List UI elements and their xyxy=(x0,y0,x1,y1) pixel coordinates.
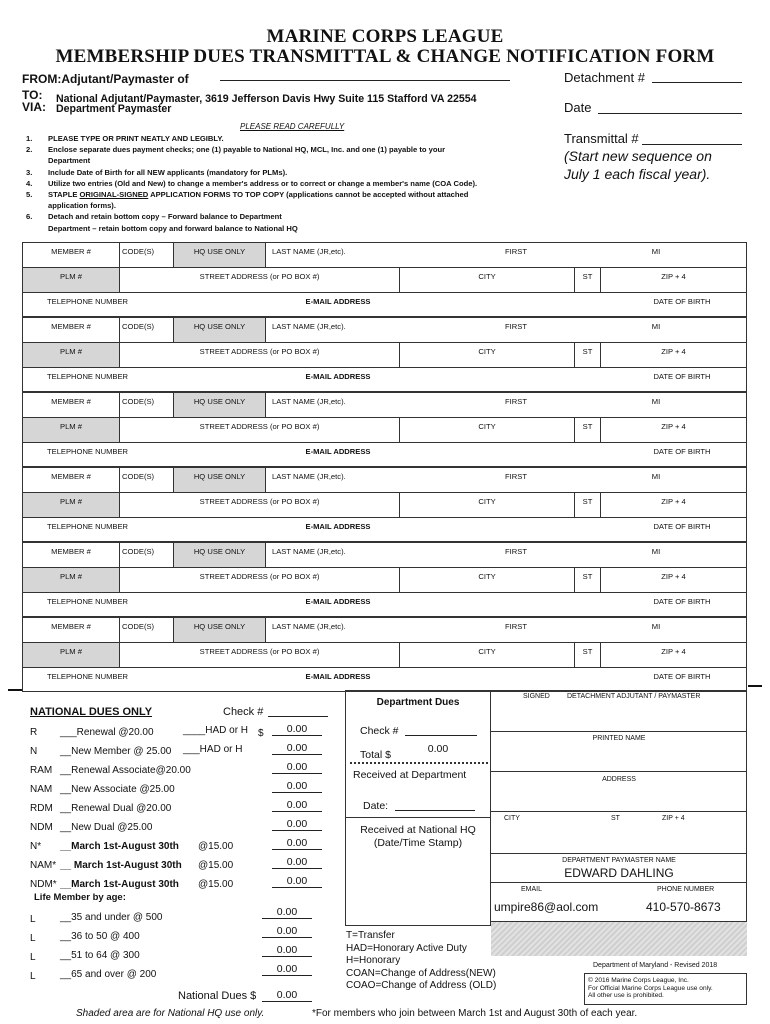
street-address-cell[interactable]: STREET ADDRESS (or PO BOX #) xyxy=(120,493,400,517)
life-code: L xyxy=(30,971,36,982)
dues-item-text: __Renewal Associate@20.00 xyxy=(60,765,191,776)
national-total-label: National Dues $ xyxy=(178,990,257,1002)
state-cell[interactable]: ST xyxy=(575,343,601,367)
zip-label: ZIP + 4 xyxy=(662,815,685,822)
sequence-note-2: July 1 each fiscal year). xyxy=(564,166,711,182)
telephone-cell[interactable]: TELEPHONE NUMBER xyxy=(47,447,129,456)
life-code: L xyxy=(30,933,36,944)
dues-code: R xyxy=(30,727,38,738)
member-row xyxy=(23,243,746,268)
dues-code: N* xyxy=(30,841,42,852)
dues-amount[interactable]: 0.00 xyxy=(272,818,322,831)
life-amount[interactable]: 0.00 xyxy=(262,963,312,976)
life-item-text: __35 and under @ 500 xyxy=(60,912,163,923)
member-number-cell[interactable]: MEMBER # xyxy=(23,618,120,642)
dept-paymaster-label: DEPARTMENT PAYMASTER NAME xyxy=(562,857,676,864)
plm-number-cell: PLM # xyxy=(23,493,120,517)
member-row xyxy=(23,318,746,343)
dues-code: NDM xyxy=(30,822,53,833)
dues-amount[interactable]: 0.00 xyxy=(272,723,322,736)
city-divider[interactable] xyxy=(491,853,747,854)
national-dues-title: NATIONAL DUES ONLY xyxy=(30,706,153,718)
first-name-cell[interactable]: FIRST xyxy=(505,547,527,556)
date-field[interactable] xyxy=(598,113,742,114)
address-row xyxy=(23,343,746,368)
state-cell[interactable]: ST xyxy=(575,268,601,292)
detach-mark-left xyxy=(8,689,22,691)
phone-label: PHONE NUMBER xyxy=(657,886,715,893)
hq-use-shaded-area xyxy=(491,921,747,956)
dues-code: NAM xyxy=(30,784,53,795)
codes-cell[interactable]: CODE(S) xyxy=(120,618,174,642)
first-name-cell[interactable]: FIRST xyxy=(505,397,527,406)
mi-cell[interactable]: MI xyxy=(651,247,661,256)
street-address-cell[interactable]: STREET ADDRESS (or PO BOX #) xyxy=(120,643,400,667)
from-field[interactable] xyxy=(220,80,510,81)
dept-check-label: Check # xyxy=(360,725,399,737)
city-cell[interactable]: CITY xyxy=(400,268,575,292)
street-address-cell[interactable]: STREET ADDRESS (or PO BOX #) xyxy=(120,268,400,292)
dues-item-text: __New Member @ 25.00 xyxy=(60,746,172,757)
detachment-adjutant-label: DETACHMENT ADJUTANT / PAYMASTER xyxy=(567,693,701,700)
state-cell[interactable]: ST xyxy=(575,493,601,517)
last-name-cell[interactable]: LAST NAME (JR,etc). xyxy=(272,472,346,481)
dues-code: NAM* xyxy=(30,860,57,871)
from-label: FROM:Adjutant/Paymaster of xyxy=(22,72,189,86)
instruction-2: 2. Enclose separate dues payment checks; one (1) payable to National HQ, MCL, Inc. and one (1) payable to your Department xyxy=(26,145,446,166)
plm-number-cell: PLM # xyxy=(23,268,120,292)
member-entry xyxy=(22,317,747,392)
zip-cell[interactable]: ZIP + 4 xyxy=(661,497,686,506)
dues-amount[interactable]: 0.00 xyxy=(272,856,322,869)
email-cell[interactable]: E-MAIL ADDRESS xyxy=(305,597,371,606)
signature-divider[interactable] xyxy=(491,731,747,732)
life-amount[interactable]: 0.00 xyxy=(262,944,312,957)
dob-cell[interactable]: DATE OF BIRTH xyxy=(653,372,711,381)
via-label: VIA: xyxy=(22,100,46,114)
please-read-carefully: PLEASE READ CAREFULLY xyxy=(240,122,345,131)
dues-item-text: __Renewal Dual @20.00 xyxy=(60,803,172,814)
paymaster-divider xyxy=(491,882,747,883)
last-name-cell[interactable]: LAST NAME (JR,etc). xyxy=(272,247,346,256)
member-row xyxy=(23,618,746,643)
national-check-field[interactable] xyxy=(268,716,328,717)
address-row xyxy=(23,568,746,593)
address-row xyxy=(23,643,746,668)
zip-cell[interactable]: ZIP + 4 xyxy=(661,572,686,581)
city-cell[interactable]: CITY xyxy=(400,418,575,442)
instruction-5: 5. STAPLE ORIGINAL-SIGNED APPLICATION FORMS TO TOP COPY (applications cannot be accepted without attached application forms). xyxy=(26,190,469,211)
dues-amount[interactable]: 0.00 xyxy=(272,742,322,755)
mi-cell[interactable]: MI xyxy=(651,547,661,556)
telephone-cell[interactable]: TELEPHONE NUMBER xyxy=(47,672,129,681)
contact-row xyxy=(23,293,746,318)
dues-item-text: __New Dual @25.00 xyxy=(60,822,153,833)
dues-code: N xyxy=(30,746,38,757)
had-or-h-label[interactable]: ___HAD or H xyxy=(183,744,243,755)
dues-amount[interactable]: 0.00 xyxy=(272,761,322,774)
hq-use-only-cell: HQ USE ONLY xyxy=(174,318,266,342)
hq-use-only-cell: HQ USE ONLY xyxy=(174,468,266,492)
zip-cell[interactable]: ZIP + 4 xyxy=(661,272,686,281)
to-address: National Adjutant/Paymaster, 3619 Jefferson Davis Hwy Suite 115 Stafford VA 22554 xyxy=(56,93,477,105)
dept-total-amount[interactable]: 0.00 xyxy=(427,743,449,755)
street-address-cell[interactable]: STREET ADDRESS (or PO BOX #) xyxy=(120,418,400,442)
telephone-cell[interactable]: TELEPHONE NUMBER xyxy=(47,372,129,381)
transmittal-label: Transmittal # xyxy=(564,131,639,146)
received-at-hq: Received at National HQ xyxy=(360,824,476,836)
plm-number-cell: PLM # xyxy=(23,343,120,367)
member-row xyxy=(23,543,746,568)
first-name-cell[interactable]: FIRST xyxy=(505,247,527,256)
zip-cell[interactable]: ZIP + 4 xyxy=(661,422,686,431)
address-label: ADDRESS xyxy=(602,776,636,783)
plm-number-cell: PLM # xyxy=(23,418,120,442)
dues-amount[interactable]: 0.00 xyxy=(272,780,322,793)
life-member-title: Life Member by age: xyxy=(34,892,126,903)
state-cell[interactable]: ST xyxy=(575,568,601,592)
dob-cell[interactable]: DATE OF BIRTH xyxy=(653,522,711,531)
address-row xyxy=(23,493,746,518)
dues-amount[interactable]: 0.00 xyxy=(272,875,322,888)
member-number-cell[interactable]: MEMBER # xyxy=(23,243,120,267)
member-row xyxy=(23,468,746,493)
state-cell[interactable]: ST xyxy=(575,418,601,442)
plm-number-cell: PLM # xyxy=(23,643,120,667)
dob-cell[interactable]: DATE OF BIRTH xyxy=(653,597,711,606)
member-entry xyxy=(22,242,747,317)
detachment-label: Detachment # xyxy=(564,70,645,85)
national-total-amount[interactable]: 0.00 xyxy=(262,989,312,1002)
signature-block xyxy=(491,690,747,956)
dues-code: NDM* xyxy=(30,879,57,890)
instruction-6: 6. Detach and retain bottom copy – Forward balance to Department Department – retain bottom copy and forward balance to National HQ xyxy=(26,212,298,233)
dob-cell[interactable]: DATE OF BIRTH xyxy=(653,297,711,306)
email-label: EMAIL xyxy=(521,886,543,893)
life-item-text: __36 to 50 @ 400 xyxy=(60,931,140,942)
address-divider[interactable] xyxy=(491,811,747,812)
dob-cell[interactable]: DATE OF BIRTH xyxy=(653,672,711,681)
dues-item-text: __March 1st-August 30th xyxy=(60,841,179,852)
dob-cell[interactable]: DATE OF BIRTH xyxy=(653,447,711,456)
city-cell[interactable]: CITY xyxy=(400,568,575,592)
footnote: *For members who join between March 1st and August 30th of each year. xyxy=(312,1008,638,1019)
hq-use-only-cell: HQ USE ONLY xyxy=(174,393,266,417)
last-name-cell[interactable]: LAST NAME (JR,etc). xyxy=(272,622,346,631)
dues-item-text: __ March 1st-August 30th xyxy=(60,860,182,871)
city-cell[interactable]: CITY xyxy=(400,343,575,367)
dues-rate: @15.00 xyxy=(198,860,234,871)
national-check-label: Check # xyxy=(223,706,264,718)
mi-cell[interactable]: MI xyxy=(651,322,661,331)
hq-use-only-cell: HQ USE ONLY xyxy=(174,243,266,267)
had-or-h-label[interactable]: ____HAD or H xyxy=(183,725,249,736)
first-name-cell[interactable]: FIRST xyxy=(505,622,527,631)
dept-divider xyxy=(350,762,488,764)
code-legend: T=Transfer HAD=Honorary Active Duty H=Honorary COAN=Change of Address(NEW) COAO=Change of Address (OLD) xyxy=(346,930,497,991)
signed-label: SIGNED xyxy=(523,693,550,700)
dues-item-text: __March 1st-August 30th xyxy=(60,879,179,890)
contact-row xyxy=(23,593,746,618)
dues-code: RAM xyxy=(30,765,53,776)
member-entry xyxy=(22,542,747,617)
instruction-3: 3. Include Date of Birth for all NEW applicants (mandatory for PLMs). xyxy=(26,167,288,177)
telephone-cell[interactable]: TELEPHONE NUMBER xyxy=(47,297,129,306)
printed-name-divider[interactable] xyxy=(491,771,747,772)
address-row xyxy=(23,418,746,443)
first-name-cell[interactable]: FIRST xyxy=(505,322,527,331)
zip-cell[interactable]: ZIP + 4 xyxy=(661,347,686,356)
hq-use-only-cell: HQ USE ONLY xyxy=(174,618,266,642)
state-cell[interactable]: ST xyxy=(575,643,601,667)
dollar-sign: $ xyxy=(258,728,264,739)
life-item-text: __51 to 64 @ 300 xyxy=(60,950,140,961)
mi-cell[interactable]: MI xyxy=(651,472,661,481)
hq-use-only-cell: HQ USE ONLY xyxy=(174,543,266,567)
member-number-cell[interactable]: MEMBER # xyxy=(23,468,120,492)
member-number-cell[interactable]: MEMBER # xyxy=(23,543,120,567)
city-cell[interactable]: CITY xyxy=(400,643,575,667)
via-text: Department Paymaster xyxy=(56,103,172,115)
life-amount[interactable]: 0.00 xyxy=(262,906,312,919)
life-item-text: __65 and over @ 200 xyxy=(60,969,157,980)
email-cell[interactable]: E-MAIL ADDRESS xyxy=(305,447,371,456)
to-label: TO: xyxy=(22,88,43,102)
life-amount[interactable]: 0.00 xyxy=(262,925,312,938)
dept-check-field[interactable] xyxy=(405,735,477,736)
codes-cell[interactable]: CODE(S) xyxy=(120,543,174,567)
dept-total-label: Total $ xyxy=(360,749,391,761)
last-name-cell[interactable]: LAST NAME (JR,etc). xyxy=(272,322,346,331)
email-cell[interactable]: E-MAIL ADDRESS xyxy=(305,372,371,381)
instructions-list xyxy=(26,133,548,234)
dues-rate: @15.00 xyxy=(198,841,234,852)
plm-number-cell: PLM # xyxy=(23,568,120,592)
dept-date-field[interactable] xyxy=(395,810,475,811)
codes-cell[interactable]: CODE(S) xyxy=(120,393,174,417)
dues-amount[interactable]: 0.00 xyxy=(272,837,322,850)
received-at-hq-stamp: (Date/Time Stamp) xyxy=(373,837,463,849)
last-name-cell[interactable]: LAST NAME (JR,etc). xyxy=(272,397,346,406)
member-entry xyxy=(22,392,747,467)
detachment-field[interactable] xyxy=(652,82,742,83)
contact-row xyxy=(23,368,746,393)
codes-cell[interactable]: CODE(S) xyxy=(120,318,174,342)
copyright-box: © 2016 Marine Corps League, Inc. For Official Marine Corps League use only. All other use is prohibited. xyxy=(584,973,747,1005)
dues-amount[interactable]: 0.00 xyxy=(272,799,322,812)
codes-cell[interactable]: CODE(S) xyxy=(120,243,174,267)
dept-paymaster-name: EDWARD DAHLING xyxy=(564,866,674,880)
member-number-cell[interactable]: MEMBER # xyxy=(23,393,120,417)
email-cell[interactable]: E-MAIL ADDRESS xyxy=(305,672,371,681)
dept-hq-divider xyxy=(345,817,491,818)
shaded-area-note: Shaded area are for National HQ use only. xyxy=(76,1008,265,1019)
detach-mark-right xyxy=(748,685,762,687)
dues-code: RDM xyxy=(30,803,53,814)
telephone-cell[interactable]: TELEPHONE NUMBER xyxy=(47,597,129,606)
city-cell[interactable]: CITY xyxy=(400,493,575,517)
member-number-cell[interactable]: MEMBER # xyxy=(23,318,120,342)
email-cell[interactable]: E-MAIL ADDRESS xyxy=(305,522,371,531)
dept-date-label: Date: xyxy=(363,800,389,812)
form-title-2: MEMBERSHIP DUES TRANSMITTAL & CHANGE NOTIFICATION FORM xyxy=(55,46,715,67)
city-label: CITY xyxy=(504,815,520,822)
street-address-cell[interactable]: STREET ADDRESS (or PO BOX #) xyxy=(120,568,400,592)
member-entry xyxy=(22,467,747,542)
life-code: L xyxy=(30,952,36,963)
mi-cell[interactable]: MI xyxy=(651,622,661,631)
dues-item-text: __New Associate @25.00 xyxy=(60,784,175,795)
dues-rate: @15.00 xyxy=(198,879,234,890)
contact-row xyxy=(23,518,746,543)
address-row xyxy=(23,268,746,293)
revised-note: Department of Maryland - Revised 2018 xyxy=(593,962,718,969)
first-name-cell[interactable]: FIRST xyxy=(505,472,527,481)
department-dues-title: Department Dues xyxy=(376,697,460,708)
instruction-4: 4. Utilize two entries (Old and New) to change a member's address or to correct or change a member's name (COA Code). xyxy=(26,178,478,188)
member-row xyxy=(23,393,746,418)
transmittal-field[interactable] xyxy=(642,144,742,145)
dues-item-text: ___Renewal @20.00 xyxy=(60,727,154,738)
phone-value: 410-570-8673 xyxy=(646,900,721,914)
printed-name-label: PRINTED NAME xyxy=(592,735,646,742)
zip-cell[interactable]: ZIP + 4 xyxy=(661,647,686,656)
email-value: umpire86@aol.com xyxy=(494,900,599,914)
sequence-note-1: (Start new sequence on xyxy=(564,148,712,164)
instruction-1: 1. PLEASE TYPE OR PRINT NEATLY AND LEGIBLY. xyxy=(26,134,224,143)
telephone-cell[interactable]: TELEPHONE NUMBER xyxy=(47,522,129,531)
street-address-cell[interactable]: STREET ADDRESS (or PO BOX #) xyxy=(120,343,400,367)
member-entry xyxy=(22,617,747,692)
form-title-1: MARINE CORPS LEAGUE xyxy=(266,26,504,47)
mi-cell[interactable]: MI xyxy=(651,397,661,406)
st-label: ST xyxy=(611,815,620,822)
life-code: L xyxy=(30,914,36,925)
last-name-cell[interactable]: LAST NAME (JR,etc). xyxy=(272,547,346,556)
email-cell[interactable]: E-MAIL ADDRESS xyxy=(305,297,371,306)
received-at-department: Received at Department xyxy=(353,769,467,781)
date-label: Date xyxy=(564,100,592,115)
codes-cell[interactable]: CODE(S) xyxy=(120,468,174,492)
contact-row xyxy=(23,443,746,468)
